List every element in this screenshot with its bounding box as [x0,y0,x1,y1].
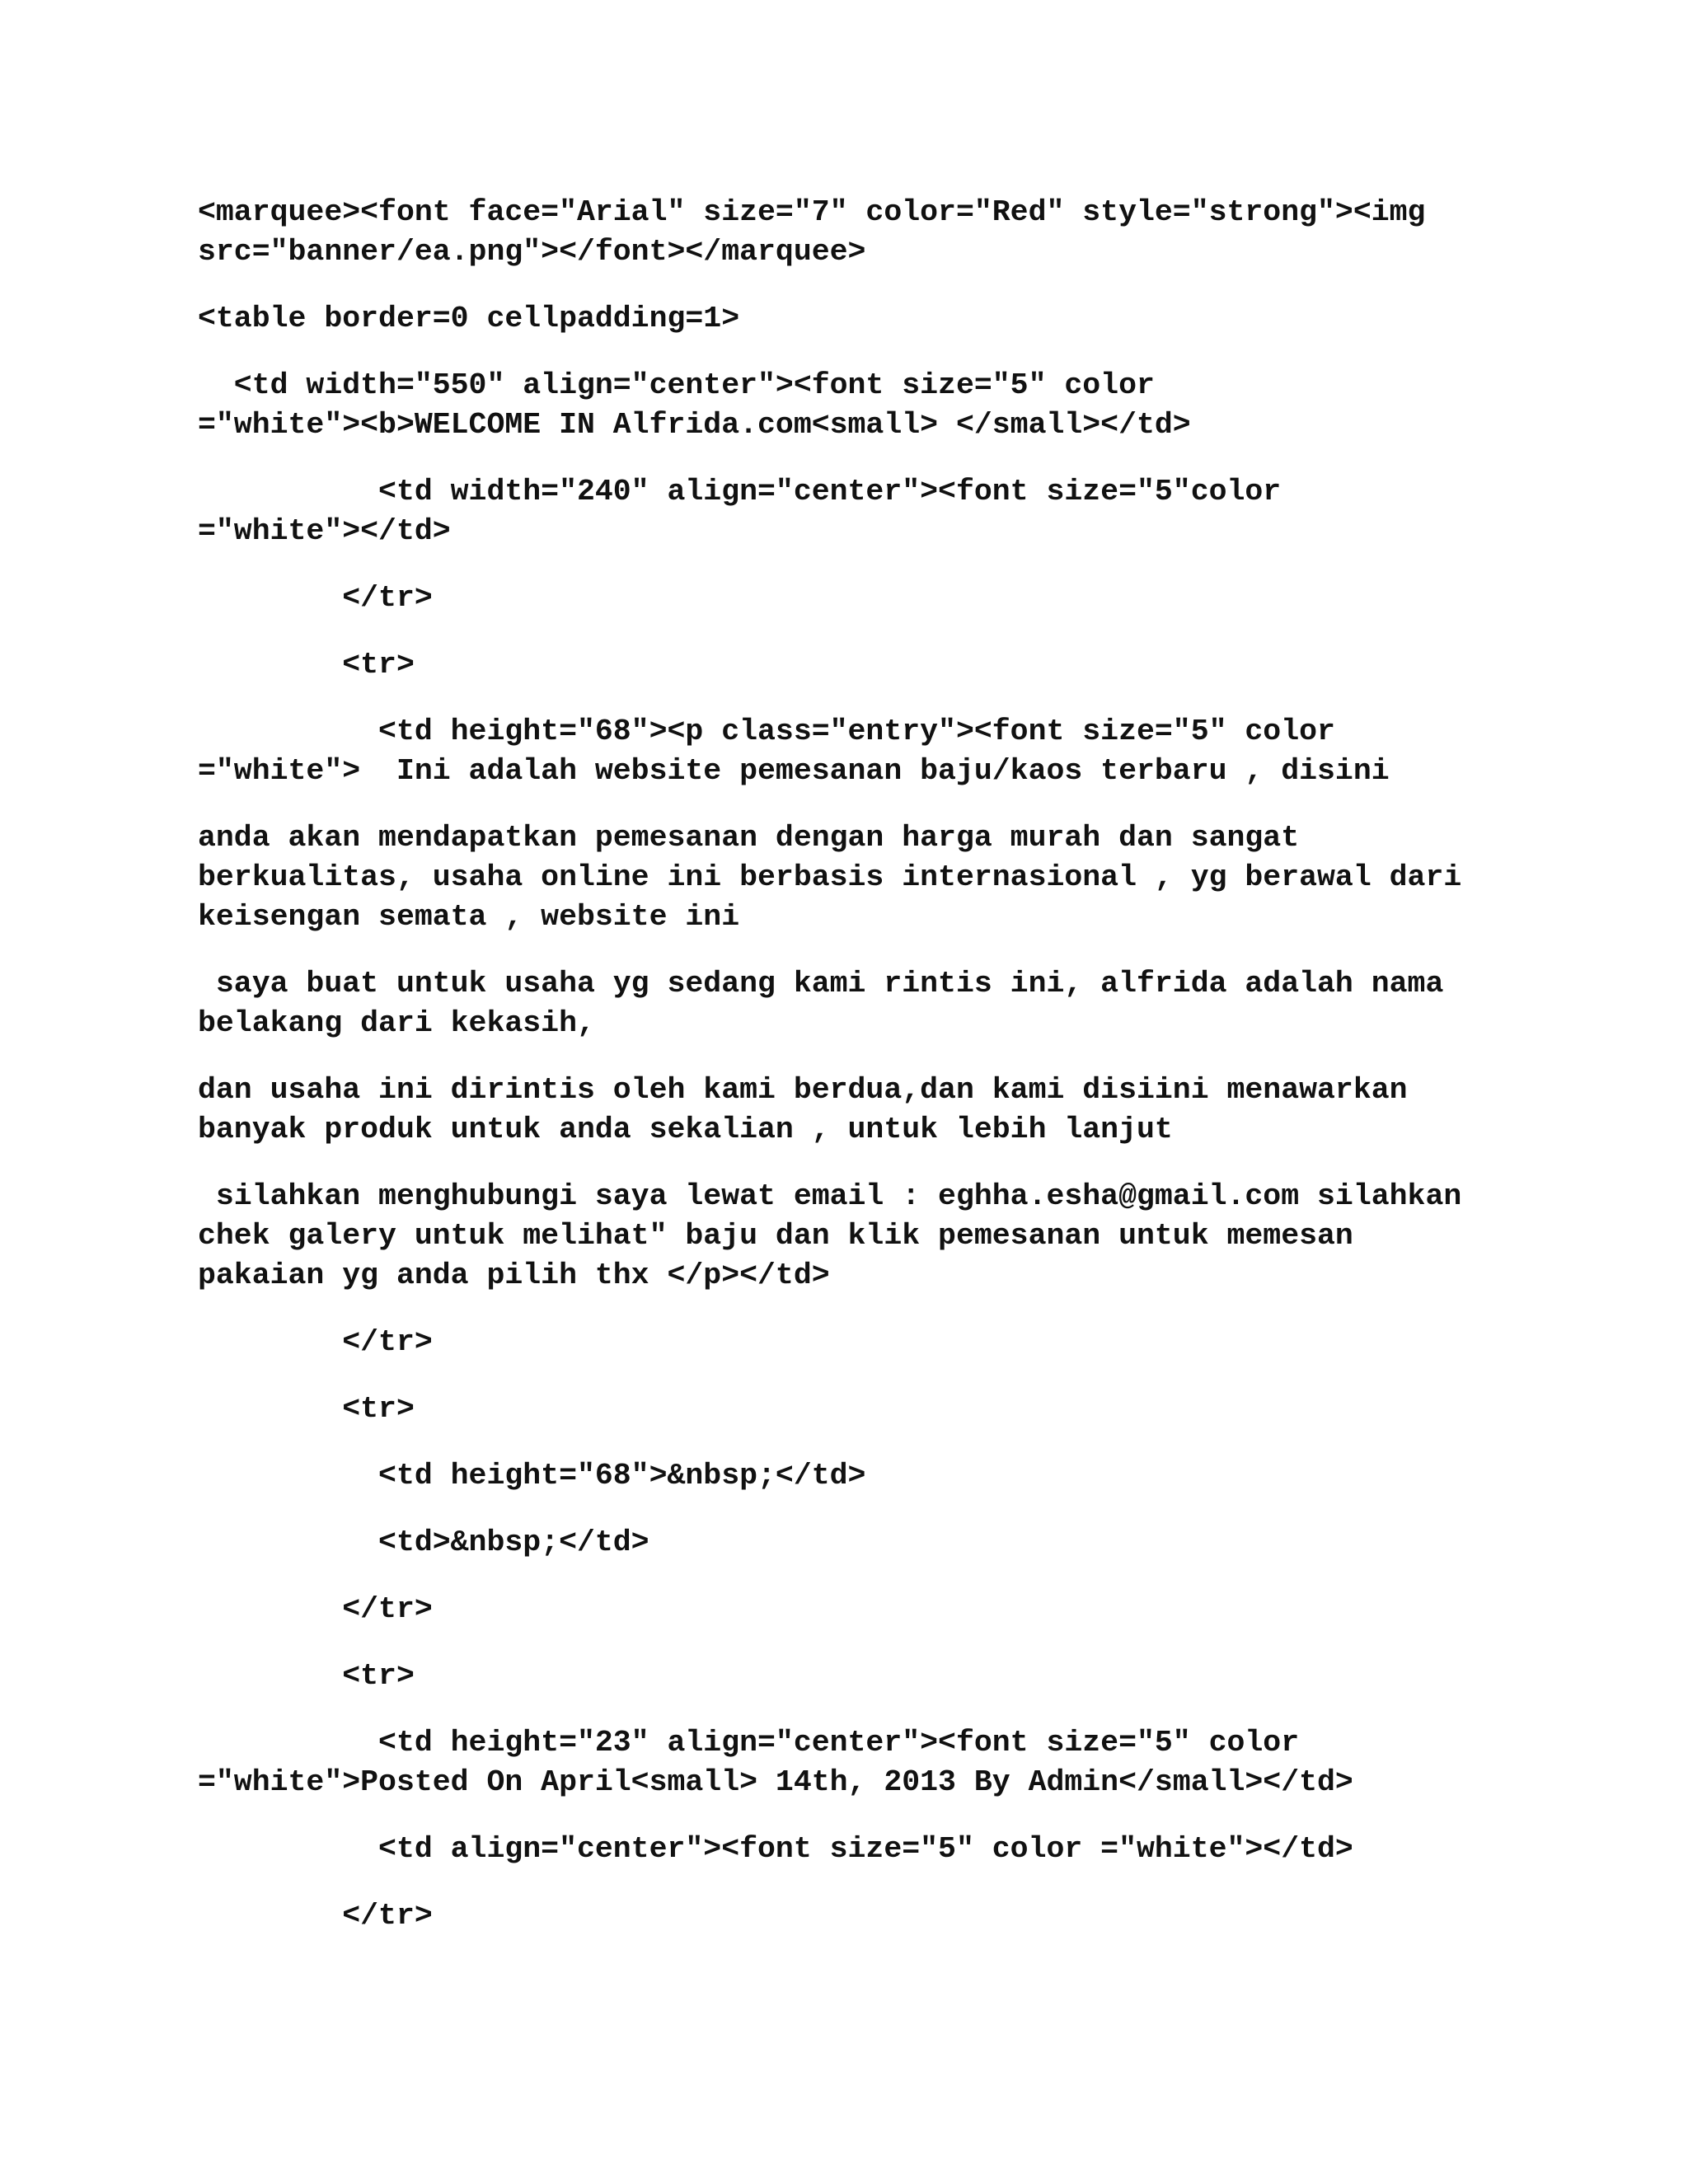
code-paragraph [198,366,1517,445]
code-line: <tr> [198,1392,415,1426]
code-line: silahkan menghubungi saya lewat email : eghha.esha@gmail.com silahkan [198,1179,1462,1213]
code-line: anda akan mendapatkan pemesanan dengan harga murah dan sangat [198,821,1300,855]
code-line: <td width="240" align="center"><font size="5"color [198,475,1282,509]
code-paragraph [198,193,1517,272]
code-paragraph [198,472,1517,551]
code-line: <tr> [198,1659,415,1693]
code-paragraph [198,1657,1517,1696]
code-line: </tr> [198,1899,433,1933]
code-paragraph [198,1390,1517,1429]
code-paragraph [198,1723,1517,1802]
code-line: <td width="550" align="center"><font size="5" color [198,368,1155,402]
code-line: </tr> [198,1325,433,1359]
code-line: <td height="68"><p class="entry"><font size="5" color [198,715,1335,748]
code-paragraph [198,1071,1517,1150]
code-line: <tr> [198,648,415,682]
code-paragraph [198,818,1517,937]
code-line: ="white"></td> [198,514,451,548]
code-paragraph [198,645,1517,685]
code-line: keisengan semata , website ini [198,900,740,934]
document-body [198,193,1517,1963]
code-paragraph [198,579,1517,618]
code-line: <td align="center"><font size="5" color ="white"></td> [198,1832,1353,1866]
code-line: belakang dari kekasih, [198,1006,595,1040]
code-line: chek galery untuk melihat" baju dan klik pemesanan untuk memesan [198,1219,1353,1253]
code-paragraph [198,1590,1517,1629]
code-paragraph [198,1456,1517,1496]
code-paragraph [198,964,1517,1043]
code-line: </tr> [198,1592,433,1626]
code-line: pakaian yg anda pilih thx </p></td> [198,1258,830,1292]
code-paragraph [198,1323,1517,1362]
code-line: berkualitas, usaha online ini berbasis internasional , yg berawal dari [198,860,1462,894]
code-paragraph [198,1523,1517,1563]
code-line: saya buat untuk usaha yg sedang kami rintis ini, alfrida adalah nama [198,967,1444,1001]
code-line: src="banner/ea.png"></font></marquee> [198,235,866,269]
code-paragraph [198,1896,1517,1936]
code-line: <td height="23" align="center"><font size="5" color [198,1726,1300,1760]
code-line: banyak produk untuk anda sekalian , untuk lebih lanjut [198,1113,1173,1146]
code-line: <td height="68">&nbsp;</td> [198,1459,866,1493]
code-line: <marquee><font face="Arial" size="7" color="Red" style="strong"><img [198,195,1426,229]
code-line: </tr> [198,581,433,615]
code-paragraph [198,299,1517,339]
code-line: <td>&nbsp;</td> [198,1526,649,1559]
code-line: ="white"> Ini adalah website pemesanan baju/kaos terbaru , disini [198,754,1390,788]
code-line: dan usaha ini dirintis oleh kami berdua,dan kami disiini menawarkan [198,1073,1408,1107]
code-line: ="white">Posted On April<small> 14th, 2013 By Admin</small></td> [198,1765,1353,1799]
code-paragraph [198,712,1517,791]
code-line: <table border=0 cellpadding=1> [198,302,740,335]
code-line: ="white"><b>WELCOME IN Alfrida.com<small> </small></td> [198,408,1191,442]
code-paragraph [198,1830,1517,1869]
code-paragraph [198,1177,1517,1296]
